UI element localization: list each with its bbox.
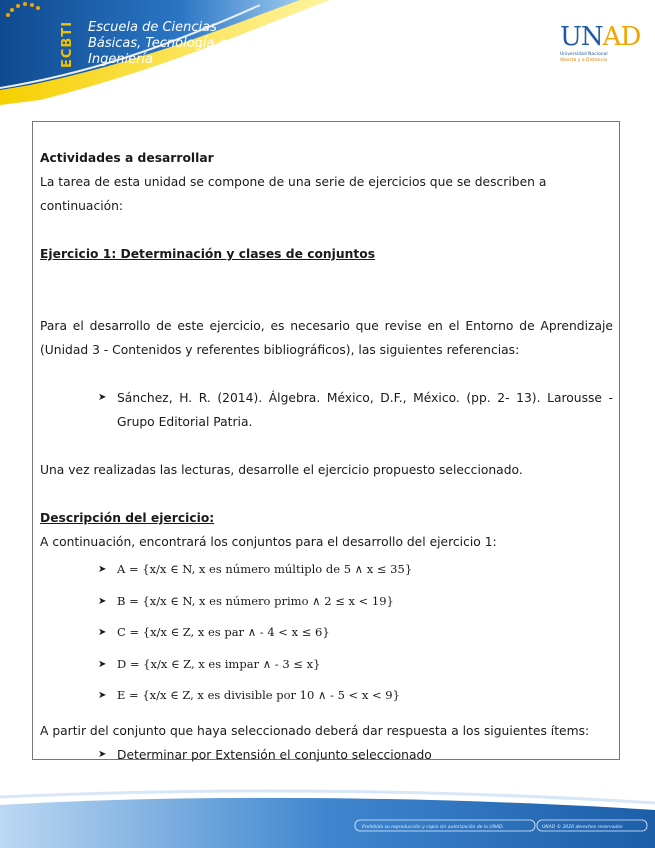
after-reading-paragraph: Una vez realizadas las lecturas, desarrolle el ejercicio propuesto seleccionado. [40,463,523,477]
activities-content-box [32,121,620,760]
school-name [88,20,227,68]
set-item-b [40,586,613,618]
arrow-bullet-icon: ➤ [98,392,107,403]
school-line-2: Básicas, Tecnología e [88,36,227,51]
ecbti-vertical-label: ECBTI [60,20,75,68]
description-title: Descripción del ejercicio: [40,511,215,525]
set-item-a [40,554,613,586]
description-intro: A continuación, encontrará los conjuntos para el desarrollo del ejercicio 1: [40,535,497,549]
footer-copyright-notice: Prohibida su reproducción y copia sin autorización de la UNAD. [362,825,504,830]
logo-sub-line-2: Abierta y a Distancia [560,57,607,63]
footer-wave-graphic [0,775,655,848]
unad-logo-rays-icon [0,0,80,60]
arrow-bullet-icon: ➤ [98,564,107,575]
set-item-d [40,649,613,681]
set-c-expression: C = {x/x ∈ Z, x es par ∧ - 4 < x ≤ 6} [117,625,330,639]
set-a-expression: A = {x/x ∈ N, x es número múltiplo de 5 ∧ x ≤ 35} [117,562,413,576]
set-e-expression: E = {x/x ∈ Z, x es divisible por 10 ∧ - 5 < x < 9} [117,688,400,702]
page-footer [0,775,655,848]
logo-un: UN [560,22,603,52]
intro-paragraph: La tarea de esta unidad se compone de una serie de ejercicios que se describen a continuación: [40,175,547,213]
review-paragraph: Para el desarrollo de este ejercicio, es necesario que revise en el Entorno de Aprendizaje (Unidad 3 - Contenidos y referentes bibliográficos), las siguientes referencias: [40,319,613,357]
logo-sub-line-1: Universidad Nacional [560,52,608,57]
school-line-3: Ingeniería [88,52,154,67]
arrow-bullet-icon: ➤ [98,748,107,760]
arrow-bullet-icon: ➤ [98,627,107,638]
set-item-c [40,617,613,649]
footer-rights: UNAD © 2020 derechos reservados [542,825,623,830]
school-line-1: Escuela de Ciencias [88,20,217,35]
arrow-bullet-icon: ➤ [98,690,107,701]
page-header [0,0,655,110]
reference-text: Sánchez, H. R. (2014). Álgebra. México, D.F., México. (pp. 2- 13). Larousse - Grupo Editorial Patria. [117,391,613,429]
unad-logo-subtitle [560,52,635,63]
set-item-e [40,680,613,712]
set-d-expression: D = {x/x ∈ Z, x es impar ∧ - 3 ≤ x} [117,656,321,671]
unad-logo-text [560,22,640,52]
first-item [40,743,613,767]
exercise-title: Ejercicio 1: Determinación y clases de conjuntos [40,247,376,261]
first-item-text: Determinar por Extensión el conjunto seleccionado [117,747,432,762]
arrow-bullet-icon: ➤ [98,658,107,670]
set-b-expression: B = {x/x ∈ N, x es número primo ∧ 2 ≤ x < 19} [117,593,394,608]
arrow-bullet-icon: ➤ [98,595,107,607]
activities-title: Actividades a desarrollar [40,151,214,165]
items-intro: A partir del conjunto que haya seleccionado deberá dar respuesta a los siguientes ítems: [40,723,590,738]
reference-item [40,386,613,434]
logo-ad: AD [602,22,641,52]
